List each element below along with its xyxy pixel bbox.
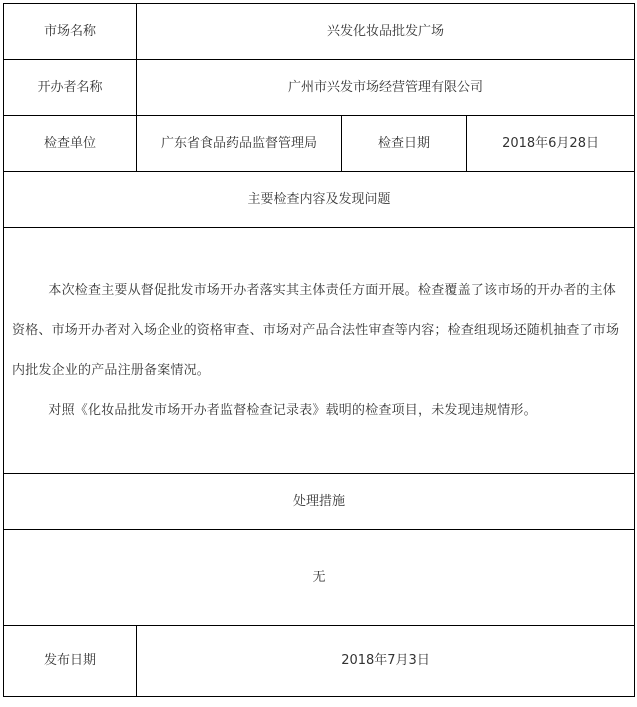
findings-heading: 主要检查内容及发现问题 bbox=[4, 172, 635, 228]
publish-date-label: 发布日期 bbox=[4, 626, 137, 697]
inspection-unit-value: 广东省食品药品监督管理局 bbox=[137, 116, 342, 172]
market-name-row bbox=[4, 4, 635, 60]
publish-date-value: 2018年7月3日 bbox=[137, 626, 635, 697]
findings-paragraph: 对照《化妆品批发市场开办者监督检查记录表》载明的检查项目，未发现违规情形。 bbox=[48, 402, 537, 418]
findings-paragraph: 本次检查主要从督促批发市场开办者落实其主体责任方面开展。检查覆盖了该市场的开办者的主体资格、市场开办者对入场企业的资格审查、市场对产品合法性审查等内容；检查组现场还随机抽查了市场内批发企业的产品注册备案情况。 bbox=[12, 282, 620, 378]
inspection-unit-label: 检查单位 bbox=[4, 116, 137, 172]
measures-value: 无 bbox=[4, 530, 635, 626]
organizer-row bbox=[4, 60, 635, 116]
organizer-name-label: 开办者名称 bbox=[4, 60, 137, 116]
findings-heading-row bbox=[4, 172, 635, 228]
measures-heading: 处理措施 bbox=[4, 474, 635, 530]
market-name-label: 市场名称 bbox=[4, 4, 137, 60]
inspection-date-label: 检查日期 bbox=[342, 116, 467, 172]
market-name-value: 兴发化妆品批发广场 bbox=[137, 4, 635, 60]
organizer-name-value: 广州市兴发市场经营管理有限公司 bbox=[137, 60, 635, 116]
inspection-date-value: 2018年6月28日 bbox=[467, 116, 635, 172]
measures-content-row bbox=[4, 530, 635, 626]
measures-heading-row bbox=[4, 474, 635, 530]
inspection-record-table bbox=[3, 3, 635, 697]
publish-date-row bbox=[4, 626, 635, 697]
inspection-row bbox=[4, 116, 635, 172]
findings-content bbox=[4, 228, 635, 474]
findings-content-row bbox=[4, 228, 635, 474]
